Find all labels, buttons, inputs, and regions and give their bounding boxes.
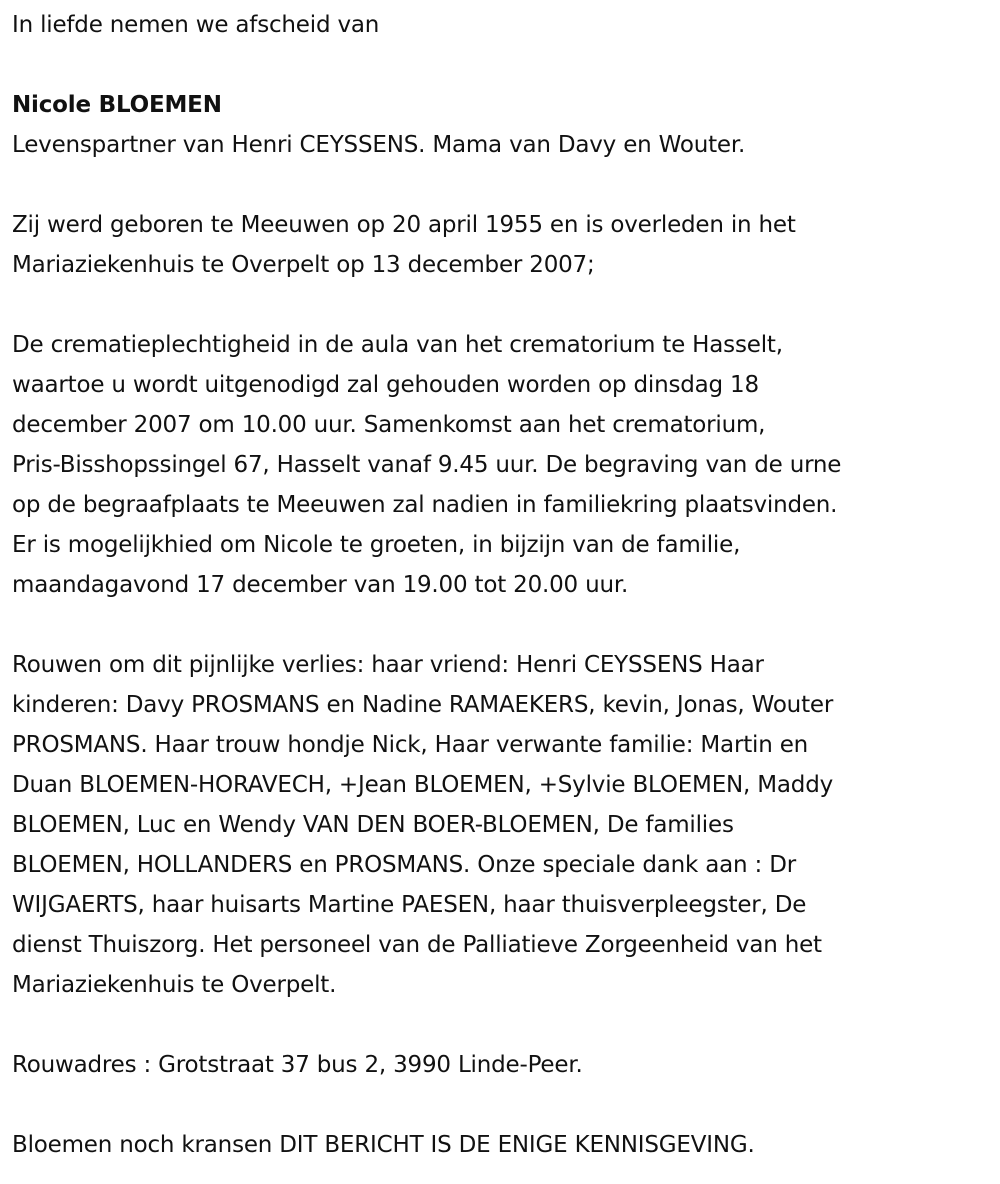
relations-text: Levenspartner van Henri CEYSSENS. Mama van Davy en Wouter. bbox=[12, 132, 746, 158]
text-line: Rouwen om dit pijnlijke verlies: haar vriend: Henri CEYSSENS Haar bbox=[12, 652, 764, 678]
text-line: op de begraafplaats te Meeuwen zal nadien in familiekring plaatsvinden. bbox=[12, 492, 838, 518]
text-line: Mariaziekenhuis te Overpelt op 13 december 2007; bbox=[12, 252, 595, 278]
text-line: maandagavond 17 december van 19.00 tot 20.00 uur. bbox=[12, 572, 629, 598]
intro-paragraph bbox=[12, 5, 1000, 45]
text-line: PROSMANS. Haar trouw hondje Nick, Haar verwante familie: Martin en bbox=[12, 732, 809, 758]
text-line: Duan BLOEMEN-HORAVECH, +Jean BLOEMEN, +Sylvie BLOEMEN, Maddy bbox=[12, 772, 834, 798]
text-line: Mariaziekenhuis te Overpelt. bbox=[12, 972, 337, 998]
text-line: december 2007 om 10.00 uur. Samenkomst aan het crematorium, bbox=[12, 412, 766, 438]
text-line: kinderen: Davy PROSMANS en Nadine RAMAEKERS, kevin, Jonas, Wouter bbox=[12, 692, 834, 718]
text-line: Er is mogelijkhied om Nicole te groeten, in bijzijn van de familie, bbox=[12, 532, 741, 558]
mourning-address: Rouwadres : Grotstraat 37 bus 2, 3990 Linde-Peer. bbox=[12, 1052, 583, 1078]
text-line: Zij werd geboren te Meeuwen op 20 april 1955 en is overleden in het bbox=[12, 212, 796, 238]
deceased-name: Nicole BLOEMEN bbox=[12, 92, 222, 118]
text-line: dienst Thuiszorg. Het personeel van de Palliatieve Zorgeenheid van het bbox=[12, 932, 822, 958]
closing-paragraph bbox=[12, 1125, 1000, 1165]
text-line: Pris-Bisshopssingel 67, Hasselt vanaf 9.45 uur. De begraving van de urne bbox=[12, 452, 842, 478]
birth-death-paragraph bbox=[12, 205, 1000, 285]
text-line: BLOEMEN, Luc en Wendy VAN DEN BOER-BLOEMEN, De families bbox=[12, 812, 734, 838]
relations-paragraph bbox=[12, 125, 1000, 165]
text-line: BLOEMEN, HOLLANDERS en PROSMANS. Onze speciale dank aan : Dr bbox=[12, 852, 796, 878]
text-line: waartoe u wordt uitgenodigd zal gehouden worden op dinsdag 18 bbox=[12, 372, 759, 398]
address-paragraph bbox=[12, 1045, 1000, 1085]
intro-text: In liefde nemen we afscheid van bbox=[12, 12, 380, 38]
mourners-paragraph bbox=[12, 645, 1000, 1005]
ceremony-paragraph bbox=[12, 325, 1000, 605]
text-line: De crematieplechtigheid in de aula van het crematorium te Hasselt, bbox=[12, 332, 783, 358]
text-line: WIJGAERTS, haar huisarts Martine PAESEN, haar thuisverpleegster, De bbox=[12, 892, 807, 918]
name-block bbox=[12, 85, 1000, 125]
closing-notice: Bloemen noch kransen DIT BERICHT IS DE ENIGE KENNISGEVING. bbox=[12, 1132, 755, 1158]
